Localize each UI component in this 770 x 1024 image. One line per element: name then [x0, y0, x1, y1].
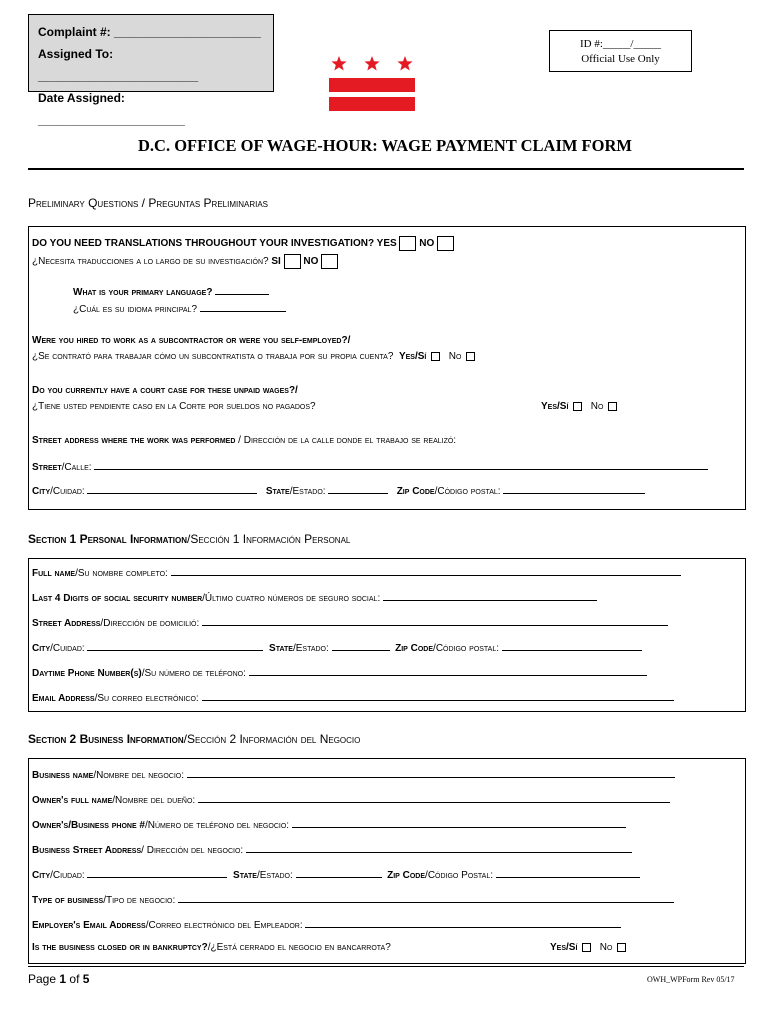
- email-label: Email Address: [32, 693, 95, 704]
- translation-no-es-label: NO: [303, 256, 319, 268]
- official-use-label: Official Use Only: [581, 53, 660, 65]
- primary-language-input-es[interactable]: [200, 302, 286, 312]
- phone-input[interactable]: [249, 666, 647, 676]
- translation-yes-label: YES: [376, 238, 397, 250]
- form-title: D.C. OFFICE OF WAGE-HOUR: WAGE PAYMENT CLAIM FORM: [138, 136, 632, 155]
- zip-input[interactable]: [502, 641, 642, 651]
- translation-si-label: SI: [271, 256, 281, 268]
- subcontractor-question-es: ¿Se contrató para trabajar cómo un subcontratista o trabaja por su propia cuenta?: [32, 351, 394, 362]
- business-zip-label: Zip Code: [387, 870, 426, 881]
- ssn-label: Last 4 Digits of social security number: [32, 593, 203, 604]
- bankruptcy-yes-checkbox[interactable]: [582, 943, 591, 952]
- id-number-field: ID #:_____/_____: [580, 38, 661, 50]
- work-zip-label-es: Código postal:: [437, 486, 501, 497]
- page-number: [28, 972, 89, 986]
- page-current: 1: [59, 972, 67, 986]
- court-case-no-label: No: [590, 401, 604, 412]
- phone-label-es: Su número de teléfono:: [144, 668, 246, 679]
- work-state-label: State: [265, 486, 290, 497]
- work-zip-label: Zip Code: [396, 486, 435, 497]
- bankruptcy-no-label: No: [599, 942, 613, 953]
- section2-panel: Business name/Nombre del negocio: Owner's full name/Nombre del dueño: Owner's/Business phone #/Número de teléfono del negocio: Business Street Address/ Dirección del negocio: City/Ciudad: State/Estado: Zip Code/Código Postal: Type of business/Tipo de negocio: Employer's Email Address/Correo electrónico del Empleador: Is the business closed or in bankruptcy?/¿Está cerrado el negocio en bancarrota? Yes/Sí No: [28, 758, 746, 964]
- court-case-question-es: ¿Tiene usted pendiente caso en la Corte por sueldos no pagados?: [32, 401, 316, 412]
- business-zip-input[interactable]: [496, 868, 640, 878]
- bankruptcy-no-checkbox[interactable]: [617, 943, 626, 952]
- employer-email-label-es: Correo electrónico del Empleador:: [148, 920, 303, 931]
- flag-star-left: [331, 56, 346, 70]
- translation-question-en: DO YOU NEED TRANSLATIONS THROUGHOUT YOUR INVESTIGATION?: [32, 238, 375, 250]
- business-state-input[interactable]: [296, 868, 382, 878]
- business-type-input[interactable]: [178, 893, 674, 903]
- official-use-box: [549, 30, 692, 72]
- phone-label: Daytime Phone Number(s): [32, 668, 142, 679]
- primary-language-input[interactable]: [215, 285, 269, 295]
- business-city-input[interactable]: [87, 868, 227, 878]
- dc-flag-logo: [329, 54, 415, 114]
- subcontractor-no-label: No: [448, 351, 462, 362]
- translation-no-es-checkbox[interactable]: [321, 254, 338, 269]
- business-city-label: City: [32, 870, 51, 881]
- court-case-question-en: Do you currently have a court case for these unpaid wages?/: [32, 385, 298, 396]
- preliminary-panel: DO YOU NEED TRANSLATIONS THROUGHOUT YOUR INVESTIGATION? YES NO ¿Necesita traducciones a lo largo de su investigación? SI NO What is your primary language? ¿Cuál es su idioma principal? Were you hired to work as a subcontractor or were you self-employed?/ ¿Se contrató para trabajar cómo un subcontratista o trabaja por su propia cuenta? Yes/Sí No Do you currently have a court case for these unpaid wages?/ ¿Tiene usted pendiente caso en la Corte por sueldos no pagados? Yes/Sí No Street address where the work was performed / Dirección de la calle donde el trabajo se realizó: Street/Calle: City/Cuidad: State/Estado: Zip Code/Código postal:: [28, 226, 746, 510]
- bankruptcy-question-en: Is the business closed or in bankruptcy?: [32, 942, 208, 953]
- section2-heading: Section 2 Business Information/Sección 2 Información del Negocio: [28, 732, 361, 746]
- city-label-es: Cuidad:: [52, 643, 85, 654]
- state-label-es: Estado:: [295, 643, 329, 654]
- city-input[interactable]: [87, 641, 263, 651]
- business-type-label-es: Tipo de negocio:: [105, 895, 176, 906]
- business-name-label-es: Nombre del negocio:: [96, 770, 185, 781]
- assigned-to-field: Assigned To: ________________________: [38, 47, 199, 83]
- work-state-label-es: Estado:: [292, 486, 326, 497]
- subcontractor-yes-label: Yes/Sí: [398, 351, 427, 362]
- business-phone-input[interactable]: [292, 818, 626, 828]
- footer-divider: [28, 966, 744, 967]
- business-state-label-es: Estado:: [259, 870, 293, 881]
- primary-language-label-es: ¿Cuál es su idioma principal?: [73, 304, 198, 315]
- work-street-label-es: Calle:: [64, 462, 92, 473]
- full-name-input[interactable]: [171, 566, 681, 576]
- complaint-number-field: Complaint #: ______________________: [38, 25, 261, 39]
- work-city-input[interactable]: [87, 484, 257, 494]
- translation-no-label: NO: [419, 238, 435, 250]
- section2-heading-es: Sección 2 Información del Negocio: [187, 732, 361, 746]
- flag-bar-top: [329, 78, 415, 92]
- email-input[interactable]: [202, 691, 674, 701]
- translation-yes-checkbox[interactable]: [399, 236, 416, 251]
- work-address-heading-es: Dirección de la calle donde el trabajo se realizó:: [243, 435, 457, 446]
- business-phone-label: Owner's/Business phone #: [32, 820, 145, 831]
- work-zip-input[interactable]: [503, 484, 645, 494]
- zip-label: Zip Code: [395, 643, 434, 654]
- flag-bar-bottom: [329, 97, 415, 111]
- owner-name-input[interactable]: [198, 793, 670, 803]
- ssn-input[interactable]: [383, 591, 597, 601]
- section1-heading-es: Sección 1 Información Personal: [190, 532, 351, 546]
- subcontractor-question-en: Were you hired to work as a subcontractor or were you self-employed?/: [32, 335, 351, 346]
- business-street-label-es: Dirección del negocio:: [146, 845, 244, 856]
- state-input[interactable]: [332, 641, 390, 651]
- work-street-label: Street: [32, 462, 62, 473]
- business-state-label: State: [233, 870, 257, 881]
- court-case-yes-checkbox[interactable]: [573, 402, 582, 411]
- street-address-label: Street Address: [32, 618, 101, 629]
- street-address-input[interactable]: [202, 616, 668, 626]
- flag-star-center: [364, 56, 379, 70]
- section2-heading-en: Section 2 Business Information: [28, 732, 184, 746]
- section1-panel: Full name/Su nombre completo: Last 4 Digits of social security number/Último cuatro números de seguro social: Street Address/Dirección de domicilió: City/Cuidad: State/Estado: Zip Code/Código postal: Daytime Phone Number(s)/Su número de teléfono: Email Address/Su correo electrónico:: [28, 558, 746, 712]
- page-of-word: of: [69, 972, 80, 986]
- section1-heading-en: Section 1 Personal Information: [28, 532, 187, 546]
- preliminary-heading: Preliminary Questions / Preguntas Preliminarias: [28, 196, 268, 210]
- form-revision-id: OWH_WPForm Rev 05/17: [647, 975, 735, 984]
- zip-label-es: Código postal:: [435, 643, 500, 654]
- subcontractor-yes-checkbox[interactable]: [431, 352, 440, 361]
- preliminary-heading-en: Preliminary Questions: [28, 196, 139, 210]
- business-name-label: Business name: [32, 770, 94, 781]
- ssn-label-es: Último cuatro números de seguro social:: [204, 593, 381, 604]
- employer-email-label: Employer's Email Address: [32, 920, 146, 931]
- business-phone-label-es: Número de teléfono del negocio:: [147, 820, 290, 831]
- page-total: 5: [82, 972, 90, 986]
- business-type-label: Type of business: [32, 895, 104, 906]
- work-address-heading-en: Street address where the work was performed: [32, 435, 236, 446]
- title-divider: [28, 168, 744, 170]
- owner-name-label: Owner's full name: [32, 795, 113, 806]
- court-case-no-checkbox[interactable]: [608, 402, 617, 411]
- work-city-label: City: [32, 486, 51, 497]
- city-label: City: [32, 643, 51, 654]
- business-zip-label-es: Código Postal:: [427, 870, 494, 881]
- translation-no-checkbox[interactable]: [437, 236, 454, 251]
- court-case-yes-label: Yes/Sí: [541, 401, 569, 412]
- translation-question-es: ¿Necesita traducciones a lo largo de su investigación?: [32, 256, 269, 268]
- date-assigned-field: Date Assigned: ______________________: [38, 91, 185, 127]
- business-city-label-es: Ciudad:: [52, 870, 85, 881]
- preliminary-heading-es: Preguntas Preliminarias: [148, 196, 268, 210]
- business-street-label: Business Street Address: [32, 845, 142, 856]
- subcontractor-no-checkbox[interactable]: [466, 352, 475, 361]
- full-name-label: Full name: [32, 568, 76, 579]
- section1-heading: Section 1 Personal Information/Sección 1 Información Personal: [28, 532, 351, 546]
- bankruptcy-question-es: ¿Está cerrado el negocio en bancarrota?: [210, 942, 391, 953]
- bankruptcy-yes-label: Yes/Sí: [550, 942, 578, 953]
- business-street-input[interactable]: [246, 843, 632, 853]
- flag-star-right: [397, 56, 412, 70]
- primary-language-label: What is your primary language?: [73, 287, 213, 298]
- work-street-input[interactable]: [94, 460, 708, 470]
- business-name-input[interactable]: [187, 768, 675, 778]
- street-address-label-es: Dirección de domicilió:: [103, 618, 200, 629]
- work-state-input[interactable]: [328, 484, 388, 494]
- email-label-es: Su correo electrónico:: [97, 693, 199, 704]
- state-label: State: [269, 643, 293, 654]
- page-word: Page: [28, 972, 57, 986]
- owner-name-label-es: Nombre del dueño:: [115, 795, 196, 806]
- office-use-box: [28, 14, 274, 127]
- full-name-label-es: Su nombre completo:: [77, 568, 168, 579]
- employer-email-input[interactable]: [305, 918, 621, 928]
- translation-si-checkbox[interactable]: [284, 254, 301, 269]
- work-city-label-es: Cuidad:: [52, 486, 85, 497]
